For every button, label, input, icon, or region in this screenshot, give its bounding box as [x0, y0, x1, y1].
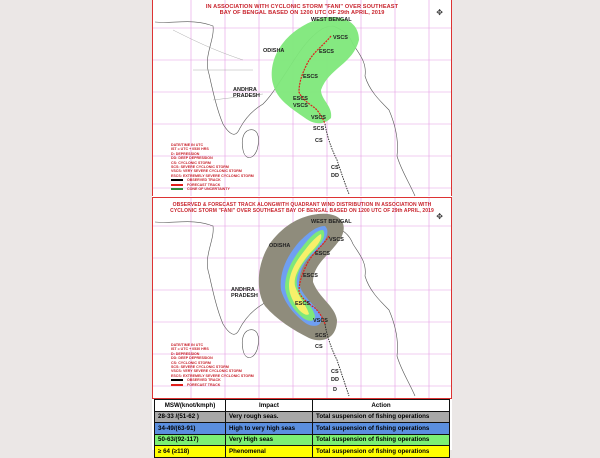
cell-action: Total suspension of fishing operations [313, 423, 450, 435]
top-title-line1: IN ASSOCIATION WITH CYCLONIC STORM "FANI" OVER SOUTHEAST [205, 4, 399, 10]
header-impact: Impact [226, 400, 313, 412]
cell-impact: Very rough seas. [226, 411, 313, 423]
cell-msw: ≥ 64 (≥118) [155, 446, 226, 458]
cell-msw: 28-33 /(51-62 ) [155, 411, 226, 423]
legend-forecast-track: FORECAST TRACK [171, 383, 254, 387]
track-label: DD [331, 377, 339, 383]
legend-observed-track: OBSERVED TRACK [171, 378, 254, 382]
cell-impact: High to very high seas [226, 423, 313, 435]
legend-line: IST = UTC + 0530 HRS [171, 147, 209, 152]
label-west-bengal: WEST BENGAL [311, 17, 352, 23]
legend-line: VSCS: VERY SEVERE CYCLONIC STORM [171, 369, 242, 374]
cell-action: Total suspension of fishing operations [313, 411, 450, 423]
legend-line: DATE/TIME IN UTC [171, 343, 204, 347]
track-label: VSCS [329, 237, 344, 243]
bottom-title-line2: CYCLONIC STORM "FANI" OVER SOUTHEAST BAY OF BENGAL BASED ON 1200 UTC OF 29th APRIL, 2019 [170, 208, 434, 214]
track-label: ESCS [293, 96, 308, 102]
legend-line: SCS: SEVERE CYCLONIC STORM [171, 165, 229, 170]
north-compass-icon: ✥ [436, 8, 443, 17]
track-label: SCS [315, 333, 327, 339]
track-label: VSCS [333, 35, 348, 41]
table-row [155, 411, 450, 423]
legend-observed-track: OBSERVED TRACK [171, 178, 254, 182]
cell-action: Total suspension of fishing operations [313, 446, 450, 458]
legend-line: VSCS: VERY SEVERE CYCLONIC STORM [171, 169, 242, 174]
table-row [155, 446, 450, 458]
track-label: VSCS [293, 103, 308, 109]
track-label: ESCS [319, 49, 334, 55]
bottom-wind-distribution-panel [152, 197, 452, 399]
track-label: SCS [313, 126, 325, 132]
top-title-line2: BAY OF BENGAL BASED ON 1200 UTC OF 29th APRIL, 2019 [219, 10, 385, 16]
label-odisha: ODISHA [269, 243, 291, 249]
label-andhra-pradesh: ANDHRA PRADESH [233, 87, 260, 99]
legend-forecast-track: FORECAST TRACK [171, 183, 254, 187]
track-label: ESCS [303, 74, 318, 80]
track-label: VSCS [313, 318, 328, 324]
cell-impact: Phenomenal [226, 446, 313, 458]
cyclone-fani-forecast-figure [152, 0, 452, 455]
track-label: DD [331, 173, 339, 179]
cell-msw: 34-49/(63-91) [155, 423, 226, 435]
bottom-title-line1: OBSERVED & FORECAST TRACK ALONGWITH QUADRANT WIND DISTRIBUTION IN ASSOCIATION WITH [172, 202, 432, 208]
track-label: CS [315, 138, 323, 144]
header-action: Action [313, 400, 450, 412]
cell-impact: Very High seas [226, 434, 313, 446]
legend-line: IST = UTC + 0530 HRS [171, 347, 209, 352]
legend-line: ESCS: EXTREMELY SEVERE CYCLONIC STORM [171, 173, 254, 178]
label-west-bengal: WEST BENGAL [311, 219, 352, 225]
north-compass-icon: ✥ [436, 212, 443, 221]
bottom-legend [171, 343, 254, 387]
cell-msw: 50-63/(92-117) [155, 434, 226, 446]
top-forecast-panel [152, 0, 452, 196]
header-msw: MSW(knot/kmph) [155, 400, 226, 412]
table-row [155, 423, 450, 435]
cell-action: Total suspension of fishing operations [313, 434, 450, 446]
legend-line: D: DEPRESSION [171, 351, 200, 356]
legend-line: SCS: SEVERE CYCLONIC STORM [171, 365, 229, 370]
track-label: CS [331, 369, 339, 375]
legend-line: DD: DEEP DEPRESSION [171, 156, 213, 161]
track-label: CS [315, 344, 323, 350]
track-label: ESCS [303, 273, 318, 279]
impact-table [154, 399, 450, 458]
legend-line: DATE/TIME IN UTC [171, 143, 204, 147]
legend-line: CS: CYCLONIC STORM [171, 160, 211, 165]
legend-line: CS: CYCLONIC STORM [171, 360, 211, 365]
track-label: ESCS [295, 301, 310, 307]
legend-line: D: DEPRESSION [171, 151, 200, 156]
label-andhra-pradesh: ANDHRA PRADESH [231, 287, 258, 299]
track-label: CS [331, 165, 339, 171]
track-label: D [333, 387, 337, 393]
track-label: VSCS [311, 115, 326, 121]
top-legend [171, 143, 254, 191]
legend-line: ESCS: EXTREMELY SEVERE CYCLONIC STORM [171, 373, 254, 378]
legend-line: DD: DEEP DEPRESSION [171, 356, 213, 361]
table-row [155, 434, 450, 446]
legend-cone: CONE OF UNCERTAINTY [171, 187, 254, 191]
label-odisha: ODISHA [263, 48, 285, 54]
table-header-row [155, 400, 450, 412]
track-label: ESCS [315, 251, 330, 257]
